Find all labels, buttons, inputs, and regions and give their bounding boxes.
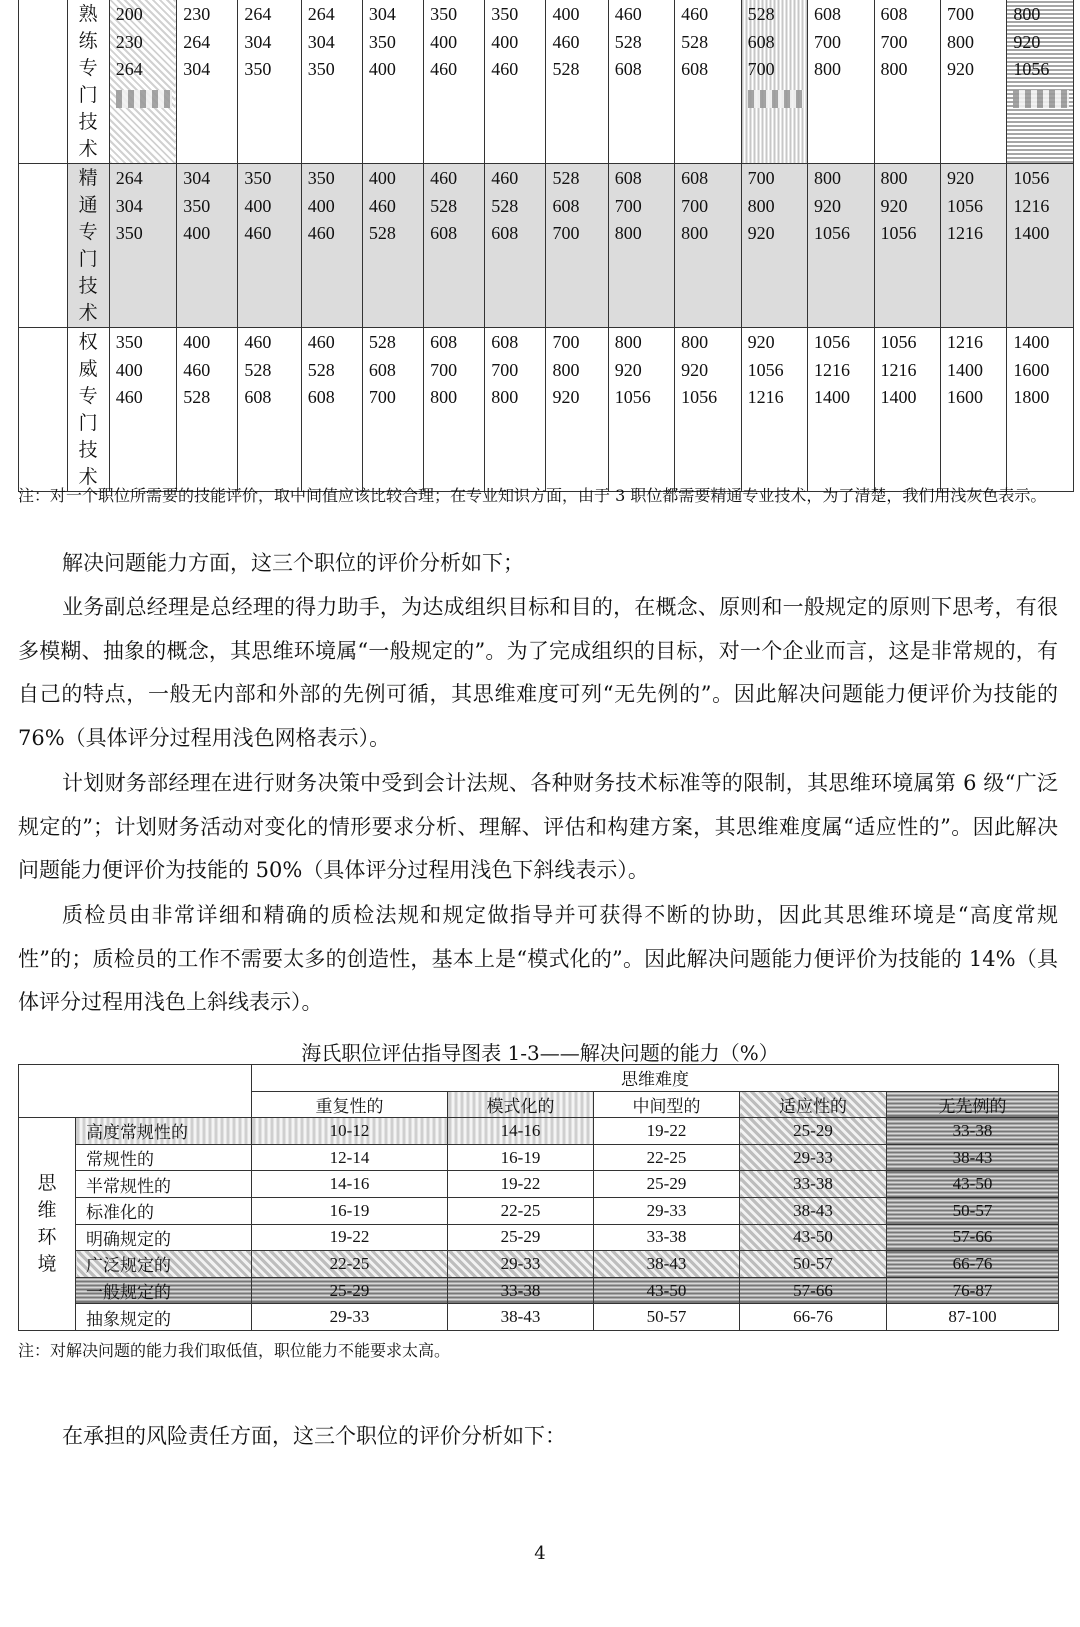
side-label bbox=[19, 1118, 76, 1331]
range-cell: 50-57 bbox=[740, 1251, 887, 1278]
column-header: 适应性的 bbox=[740, 1091, 887, 1118]
range-cell: 33-38 bbox=[887, 1118, 1059, 1145]
skill-value: 528 bbox=[681, 31, 709, 52]
level-char: 技 bbox=[78, 440, 98, 461]
skill-value: 700 bbox=[747, 168, 775, 188]
skill-value: 920 bbox=[747, 332, 775, 352]
skill-value: 608 bbox=[368, 359, 396, 380]
skill-value: 350 bbox=[430, 4, 458, 24]
skill-value: 460 bbox=[681, 4, 709, 24]
level-char: 技 bbox=[78, 112, 98, 133]
problem-row bbox=[19, 1171, 1059, 1198]
skill-cell bbox=[177, 328, 238, 492]
skill-value: 800 bbox=[814, 168, 842, 188]
skill-value: 528 bbox=[368, 332, 396, 352]
level-char: 术 bbox=[78, 467, 98, 488]
skill-cell bbox=[808, 328, 874, 492]
skill-cell bbox=[362, 164, 423, 328]
skill-value: 350 bbox=[244, 59, 272, 79]
range-cell: 14-16 bbox=[252, 1171, 448, 1198]
skill-cell bbox=[608, 164, 674, 328]
level-char: 专 bbox=[78, 58, 98, 79]
skill-value: 528 bbox=[552, 168, 580, 188]
skill-value: 304 bbox=[368, 4, 396, 24]
skill-value: 528 bbox=[430, 195, 458, 216]
column-header: 重复性的 bbox=[252, 1091, 448, 1118]
skill-value: 608 bbox=[681, 168, 709, 188]
pattern-swatch bbox=[1013, 90, 1069, 108]
problem-row bbox=[19, 1118, 1059, 1145]
range-cell: 29-33 bbox=[448, 1251, 594, 1278]
skill-cell bbox=[874, 0, 940, 164]
skill-value: 1056 bbox=[814, 223, 851, 243]
skill-value: 400 bbox=[368, 59, 396, 79]
skill-value: 800 bbox=[880, 59, 908, 79]
skill-value: 1216 bbox=[946, 332, 983, 352]
column-header: 无先例的 bbox=[887, 1091, 1059, 1118]
skill-value: 700 bbox=[552, 223, 580, 243]
skill-cell bbox=[546, 328, 608, 492]
level-char: 专 bbox=[78, 222, 98, 243]
problem-table-caption: 海氏职位评估指导图表 1-3——解决问题的能力（%） bbox=[301, 1041, 779, 1065]
skill-row bbox=[19, 328, 1074, 492]
range-cell: 33-38 bbox=[740, 1171, 887, 1198]
blank-cell bbox=[19, 164, 68, 328]
skill-value: 800 bbox=[747, 195, 775, 216]
range-cell: 22-25 bbox=[594, 1144, 740, 1171]
skill-value: 1056 bbox=[946, 195, 983, 216]
skill-cell bbox=[109, 328, 177, 492]
skill-value: 528 bbox=[614, 31, 642, 52]
skill-value: 528 bbox=[491, 195, 519, 216]
skill-value: 400 bbox=[307, 195, 335, 216]
skill-value: 400 bbox=[368, 168, 396, 188]
skill-value: 400 bbox=[183, 332, 211, 352]
skill-value: 528 bbox=[368, 223, 396, 243]
skill-value: 608 bbox=[430, 332, 458, 352]
skill-value: 700 bbox=[430, 359, 458, 380]
skill-level-label bbox=[67, 164, 109, 328]
problem-table-note: 注：对解决问题的能力我们取低值，职位能力不能要求太高。 bbox=[18, 1341, 451, 1360]
skill-cell bbox=[874, 328, 940, 492]
skill-value: 800 bbox=[681, 223, 709, 243]
level-char: 熟 bbox=[78, 4, 98, 25]
skill-cell bbox=[109, 164, 177, 328]
skill-value: 920 bbox=[946, 168, 974, 188]
skill-value: 700 bbox=[747, 59, 775, 79]
skill-value: 1056 bbox=[880, 223, 917, 243]
range-cell: 38-43 bbox=[594, 1251, 740, 1278]
corner-cell bbox=[19, 1065, 252, 1118]
skill-value: 920 bbox=[946, 59, 974, 79]
skill-value: 460 bbox=[614, 4, 642, 24]
skill-value: 528 bbox=[552, 59, 580, 79]
skill-value: 460 bbox=[244, 223, 272, 243]
header-group: 思维难度 bbox=[252, 1065, 1059, 1092]
level-char: 技 bbox=[78, 276, 98, 297]
skill-value: 528 bbox=[244, 359, 272, 380]
skill-value: 800 bbox=[430, 387, 458, 407]
skill-value: 460 bbox=[430, 59, 458, 79]
skill-value: 800 bbox=[880, 168, 908, 188]
skill-cell bbox=[546, 0, 608, 164]
range-cell: 33-38 bbox=[594, 1224, 740, 1251]
skill-cell bbox=[301, 328, 362, 492]
range-cell: 43-50 bbox=[594, 1277, 740, 1304]
skill-value: 700 bbox=[368, 387, 396, 407]
range-cell: 57-66 bbox=[887, 1224, 1059, 1251]
range-cell: 19-22 bbox=[252, 1224, 448, 1251]
range-cell: 22-25 bbox=[448, 1197, 594, 1224]
skill-value: 608 bbox=[244, 387, 272, 407]
skill-value: 608 bbox=[552, 195, 580, 216]
range-cell: 66-76 bbox=[887, 1251, 1059, 1278]
skill-cell bbox=[808, 164, 874, 328]
range-cell: 33-38 bbox=[448, 1277, 594, 1304]
skill-cell bbox=[940, 0, 1006, 164]
skill-cell bbox=[485, 0, 546, 164]
range-cell: 38-43 bbox=[740, 1197, 887, 1224]
skill-value: 400 bbox=[115, 359, 143, 380]
row-label: 一般规定的 bbox=[76, 1277, 252, 1304]
page-number: 4 bbox=[534, 1543, 546, 1564]
skill-level-label bbox=[67, 328, 109, 492]
skill-level-label bbox=[67, 0, 109, 164]
range-cell: 25-29 bbox=[594, 1171, 740, 1198]
problem-row bbox=[19, 1224, 1059, 1251]
skill-value: 1216 bbox=[880, 359, 917, 380]
problem-row bbox=[19, 1144, 1059, 1171]
skill-value: 350 bbox=[368, 31, 396, 52]
range-cell: 43-50 bbox=[887, 1171, 1059, 1198]
side-label-char: 环 bbox=[37, 1227, 57, 1249]
skill-row bbox=[19, 0, 1074, 164]
skill-cell bbox=[424, 164, 485, 328]
skill-cell bbox=[238, 0, 301, 164]
skill-value: 608 bbox=[614, 59, 642, 79]
skill-value: 460 bbox=[115, 387, 143, 407]
paragraph-intro: 解决问题能力方面，这三个职位的评价分析如下； bbox=[62, 551, 524, 575]
skill-cell bbox=[238, 164, 301, 328]
skill-value: 400 bbox=[552, 4, 580, 24]
skill-cell bbox=[362, 0, 423, 164]
level-char: 门 bbox=[78, 413, 98, 434]
skill-value: 350 bbox=[183, 195, 211, 216]
skill-value: 1400 bbox=[1013, 332, 1050, 352]
blank-cell bbox=[19, 328, 68, 492]
problem-row bbox=[19, 1304, 1059, 1331]
skill-value: 1056 bbox=[1013, 59, 1050, 79]
skill-cell bbox=[874, 164, 940, 328]
skill-table-note: 注：对一个职位所需要的技能评价，取中间值应该比较合理；在专业知识方面，由于 3 职位都需要精通专业技术，为了清楚，我们用浅灰色表示。 bbox=[18, 486, 1047, 505]
level-char: 通 bbox=[78, 195, 98, 216]
row-label: 抽象规定的 bbox=[76, 1304, 252, 1331]
range-cell: 14-16 bbox=[448, 1118, 594, 1145]
skill-value: 608 bbox=[747, 31, 775, 52]
skill-value: 350 bbox=[307, 168, 335, 188]
skill-value: 1400 bbox=[814, 387, 851, 407]
skill-value: 460 bbox=[244, 332, 272, 352]
skill-value: 1216 bbox=[1013, 195, 1050, 216]
skill-value: 700 bbox=[814, 31, 842, 52]
skill-value: 608 bbox=[491, 332, 519, 352]
skill-value: 608 bbox=[307, 387, 335, 407]
skill-value: 304 bbox=[115, 195, 143, 216]
range-cell: 19-22 bbox=[448, 1171, 594, 1198]
skill-value: 608 bbox=[681, 59, 709, 79]
skill-cell bbox=[177, 164, 238, 328]
skill-value: 1600 bbox=[1013, 359, 1050, 380]
skill-value: 700 bbox=[614, 195, 642, 216]
skill-cell bbox=[301, 164, 362, 328]
skill-cell bbox=[238, 328, 301, 492]
skill-value: 528 bbox=[747, 4, 775, 24]
skill-value: 800 bbox=[552, 359, 580, 380]
skill-value: 800 bbox=[614, 332, 642, 352]
skill-value: 264 bbox=[115, 168, 143, 188]
skill-value: 350 bbox=[491, 4, 519, 24]
level-char: 权 bbox=[78, 332, 98, 353]
row-label: 常规性的 bbox=[76, 1144, 252, 1171]
range-cell: 29-33 bbox=[740, 1144, 887, 1171]
skill-value: 608 bbox=[814, 4, 842, 24]
skill-value: 920 bbox=[814, 195, 842, 216]
skill-value: 304 bbox=[307, 31, 335, 52]
range-cell: 29-33 bbox=[594, 1197, 740, 1224]
skill-value: 264 bbox=[244, 4, 272, 24]
range-cell: 76-87 bbox=[887, 1277, 1059, 1304]
skill-value: 350 bbox=[307, 59, 335, 79]
row-label: 半常规性的 bbox=[76, 1171, 252, 1198]
level-char: 威 bbox=[78, 359, 98, 380]
column-header: 中间型的 bbox=[594, 1091, 740, 1118]
skill-cell bbox=[675, 0, 741, 164]
skill-value: 800 bbox=[814, 59, 842, 79]
skill-cell bbox=[1007, 0, 1074, 164]
skill-value: 264 bbox=[307, 4, 335, 24]
skill-value: 1400 bbox=[880, 387, 917, 407]
side-label-char: 思 bbox=[37, 1173, 57, 1195]
row-label: 广泛规定的 bbox=[76, 1251, 252, 1278]
skill-value: 200 bbox=[115, 4, 143, 24]
skill-value: 800 bbox=[681, 332, 709, 352]
skill-value: 350 bbox=[115, 332, 143, 352]
level-char: 专 bbox=[78, 386, 98, 407]
level-char: 术 bbox=[78, 303, 98, 324]
skill-value: 608 bbox=[880, 4, 908, 24]
skill-value: 920 bbox=[681, 359, 709, 380]
row-label: 高度常规性的 bbox=[76, 1118, 252, 1145]
side-label-char: 境 bbox=[37, 1254, 57, 1276]
skill-cell bbox=[546, 164, 608, 328]
skill-value: 528 bbox=[183, 387, 211, 407]
range-cell: 50-57 bbox=[594, 1304, 740, 1331]
skill-value: 460 bbox=[491, 168, 519, 188]
skill-value: 1216 bbox=[814, 359, 851, 380]
skill-value: 230 bbox=[183, 4, 211, 24]
range-cell: 16-19 bbox=[448, 1144, 594, 1171]
problem-row bbox=[19, 1251, 1059, 1278]
skill-cell bbox=[608, 0, 674, 164]
skill-value: 460 bbox=[183, 359, 211, 380]
skill-value: 460 bbox=[491, 59, 519, 79]
range-cell: 25-29 bbox=[740, 1118, 887, 1145]
column-header: 模式化的 bbox=[448, 1091, 594, 1118]
level-char: 练 bbox=[78, 31, 98, 52]
range-cell: 66-76 bbox=[740, 1304, 887, 1331]
skill-cell bbox=[109, 0, 177, 164]
skill-cell bbox=[424, 0, 485, 164]
range-cell: 16-19 bbox=[252, 1197, 448, 1224]
skill-value: 1056 bbox=[747, 359, 784, 380]
skill-value: 700 bbox=[491, 359, 519, 380]
skill-cell bbox=[675, 328, 741, 492]
skill-cell bbox=[940, 164, 1006, 328]
skill-value: 608 bbox=[430, 223, 458, 243]
skill-value: 460 bbox=[368, 195, 396, 216]
skill-value: 920 bbox=[552, 387, 580, 407]
skill-value: 1400 bbox=[1013, 223, 1050, 243]
skill-value: 1056 bbox=[681, 387, 718, 407]
skill-value: 1056 bbox=[880, 332, 917, 352]
range-cell: 29-33 bbox=[252, 1304, 448, 1331]
skill-value: 230 bbox=[115, 31, 143, 52]
side-label-char: 维 bbox=[37, 1200, 57, 1222]
skill-value: 1400 bbox=[946, 359, 983, 380]
range-cell: 19-22 bbox=[594, 1118, 740, 1145]
paragraph-inspector: 质检员由非常详细和精确的质检法规和规定做指导并可获得不断的协助，因此其思维环境是“高度常规性”的；质检员的工作不需要太多的创造性，基本上是“模式化的”。因此解决问题能力便评价为技能的 14%（具体评分过程用浅色上斜线表示）。 bbox=[18, 903, 1058, 1014]
skill-cell bbox=[741, 164, 807, 328]
range-cell: 12-14 bbox=[252, 1144, 448, 1171]
range-cell: 25-29 bbox=[252, 1277, 448, 1304]
skill-value: 800 bbox=[1013, 4, 1041, 24]
level-char: 门 bbox=[78, 249, 98, 270]
skill-value: 1800 bbox=[1013, 387, 1050, 407]
skill-value: 920 bbox=[747, 223, 775, 243]
skill-value: 800 bbox=[491, 387, 519, 407]
range-cell: 38-43 bbox=[448, 1304, 594, 1331]
skill-value: 350 bbox=[244, 168, 272, 188]
skill-value: 1216 bbox=[747, 387, 784, 407]
paragraph-finance-manager: 计划财务部经理在进行财务决策中受到会计法规、各种财务技术标准等的限制，其思维环境属第 6 级“广泛规定的”；计划财务活动对变化的情形要求分析、理解、评估和构建方案，其思维难度属“适应性的”。因此解决问题能力便评价为技能的 50%（具体评分过程用浅色下斜线表示）。 bbox=[18, 771, 1058, 882]
skill-value: 304 bbox=[244, 31, 272, 52]
skill-value: 700 bbox=[552, 332, 580, 352]
blank-cell bbox=[19, 0, 68, 164]
skill-row bbox=[19, 164, 1074, 328]
pattern-swatch bbox=[748, 90, 803, 108]
range-cell: 38-43 bbox=[887, 1144, 1059, 1171]
problem-row bbox=[19, 1277, 1059, 1304]
skill-value: 1056 bbox=[1013, 168, 1050, 188]
skill-value: 400 bbox=[244, 195, 272, 216]
skill-value: 460 bbox=[307, 223, 335, 243]
skill-cell bbox=[675, 164, 741, 328]
range-cell: 22-25 bbox=[252, 1251, 448, 1278]
skill-value: 700 bbox=[681, 195, 709, 216]
level-char: 术 bbox=[78, 139, 98, 160]
skill-cell bbox=[177, 0, 238, 164]
problem-row bbox=[19, 1197, 1059, 1224]
skill-value: 920 bbox=[880, 195, 908, 216]
skill-value: 304 bbox=[183, 59, 211, 79]
skill-value: 350 bbox=[115, 223, 143, 243]
skill-cell bbox=[1007, 164, 1074, 328]
skill-value: 400 bbox=[183, 223, 211, 243]
skill-value: 1600 bbox=[946, 387, 983, 407]
skill-value: 1056 bbox=[614, 387, 651, 407]
skill-cell bbox=[940, 328, 1006, 492]
range-cell: 25-29 bbox=[448, 1224, 594, 1251]
range-cell: 87-100 bbox=[887, 1304, 1059, 1331]
skill-cell bbox=[741, 0, 807, 164]
skill-value: 700 bbox=[880, 31, 908, 52]
range-cell: 43-50 bbox=[740, 1224, 887, 1251]
skill-value: 400 bbox=[430, 31, 458, 52]
skill-cell bbox=[608, 328, 674, 492]
range-cell: 50-57 bbox=[887, 1197, 1059, 1224]
skill-cell bbox=[741, 328, 807, 492]
skill-value: 460 bbox=[552, 31, 580, 52]
skill-value: 264 bbox=[115, 59, 143, 79]
skill-value: 400 bbox=[491, 31, 519, 52]
skill-value: 460 bbox=[307, 332, 335, 352]
row-label: 明确规定的 bbox=[76, 1224, 252, 1251]
skill-value: 800 bbox=[946, 31, 974, 52]
skill-value: 700 bbox=[946, 4, 974, 24]
level-char: 门 bbox=[78, 85, 98, 106]
range-cell: 10-12 bbox=[252, 1118, 448, 1145]
skill-cell bbox=[485, 164, 546, 328]
skill-value: 528 bbox=[307, 359, 335, 380]
skill-value: 608 bbox=[614, 168, 642, 188]
skill-value: 1056 bbox=[814, 332, 851, 352]
skill-cell bbox=[362, 328, 423, 492]
skill-value: 608 bbox=[491, 223, 519, 243]
skill-cell bbox=[808, 0, 874, 164]
closing-paragraph: 在承担的风险责任方面，这三个职位的评价分析如下： bbox=[62, 1424, 566, 1448]
skill-value: 460 bbox=[430, 168, 458, 188]
skill-value: 920 bbox=[614, 359, 642, 380]
paragraph-vp: 业务副总经理是总经理的得力助手，为达成组织目标和目的，在概念、原则和一般规定的原则下思考，有很多模糊、抽象的概念，其思维环境属“一般规定的”。为了完成组织的目标，对一个企业而言，这是非常规的，有自己的特点，一般无内部和外部的先例可循，其思维难度可列“无先例的”。因此解决问题能力便评价为技能的 76%（具体评分过程用浅色网格表示）。 bbox=[18, 595, 1058, 750]
skill-value: 304 bbox=[183, 168, 211, 188]
skill-table bbox=[18, 0, 1074, 492]
skill-value: 920 bbox=[1013, 31, 1041, 52]
skill-value: 264 bbox=[183, 31, 211, 52]
skill-value: 800 bbox=[614, 223, 642, 243]
skill-cell bbox=[1007, 328, 1074, 492]
skill-cell bbox=[301, 0, 362, 164]
row-label: 标准化的 bbox=[76, 1197, 252, 1224]
level-char: 精 bbox=[78, 168, 98, 189]
skill-cell bbox=[424, 328, 485, 492]
skill-cell bbox=[485, 328, 546, 492]
skill-value: 1216 bbox=[946, 223, 983, 243]
range-cell: 57-66 bbox=[740, 1277, 887, 1304]
pattern-swatch bbox=[116, 90, 173, 108]
problem-solving-table bbox=[18, 1064, 1059, 1331]
